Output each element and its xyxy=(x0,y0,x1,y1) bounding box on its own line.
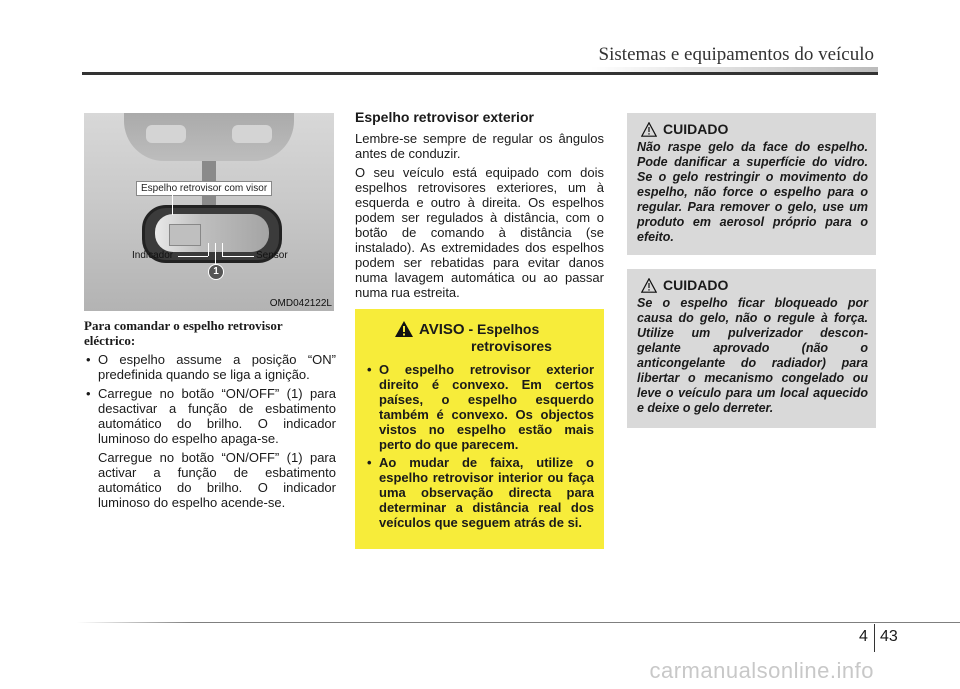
section-heading: Espelho retrovisor exterior xyxy=(355,109,534,125)
watermark: carmanualsonline.info xyxy=(649,658,874,683)
warning-item: • Ao mudar de faixa, utilize o espelho retrovisor interior ou faça uma observação directa para determinar a distância real dos veículos que seguem atrás de si. xyxy=(365,455,594,530)
console-lamp-left xyxy=(146,125,186,143)
page-number: 43 xyxy=(880,628,898,645)
sensor-leader xyxy=(222,256,254,257)
figure-code: OMD042122L xyxy=(269,298,332,309)
callout-number-1: 1 xyxy=(208,264,224,280)
warning-box xyxy=(355,309,604,549)
mirror-glass xyxy=(155,214,269,252)
bullet-item: • Carregue no botão “ON/OFF” (1) para desactivar a função de esbatimento automático do brilho. O indicador luminoso do espelho apaga-se. xyxy=(84,386,336,446)
overhead-console xyxy=(124,113,294,161)
caution-text: Se o espelho ficar bloqueado por causa do gelo, não o regule à força. Utilize um pulverizador descon-gelante aprovado (não o anticongelante do radiador) para libertar o mecanismo congelado ou leve o veículo para um local aquecido e deixe o gelo derreter. xyxy=(637,296,868,415)
sensor-leader-vertical xyxy=(222,243,223,256)
warning-heading xyxy=(365,321,594,354)
footer-rule xyxy=(0,622,960,623)
subsection-title: Para comandar o espelho retrovisor eléctrico: xyxy=(84,318,283,348)
paragraph: O seu veículo está equipado com dois espelhos retrovisores exteriores, um à esquerda e outro à direita. Os espelhos podem ser regulados à distância, com o botão de comando à distância (se instalado). As extremidades dos espelhos podem ser rebatidas para evitar danos numa lavagem automática ou ao passar numa rua estreita. xyxy=(355,165,604,300)
warning-list xyxy=(365,362,594,530)
warning-title-line2: retrovisores xyxy=(471,338,552,354)
warning-item: • O espelho retrovisor exterior direito é convexo. Em certos países, o espelho esquerdo também é convexo. Os objectos vistos no espelho estão mais perto do que parecem. xyxy=(365,362,594,452)
page-header-title: Sistemas e equipamentos do veículo xyxy=(598,44,874,65)
caution-triangle-icon xyxy=(641,278,657,293)
bullet-continuation: Carregue no botão “ON/OFF” (1) para activar a função de esbatimento automático do brilho. O indicador luminoso do espelho acende-se. xyxy=(98,450,336,510)
page-number-divider xyxy=(874,624,875,652)
caution-title: CUIDADO xyxy=(663,277,729,293)
warning-title-word: AVISO xyxy=(419,321,465,338)
middle-column xyxy=(355,110,604,304)
indicator-leader xyxy=(178,256,208,257)
console-lamp-right xyxy=(232,125,272,143)
warning-title xyxy=(419,321,552,354)
warning-triangle-icon xyxy=(395,321,413,337)
label-sensor: Sensor xyxy=(256,250,288,261)
caution-triangle-icon xyxy=(641,122,657,137)
indicator-leader-vertical xyxy=(208,243,209,256)
header-rule xyxy=(82,72,878,75)
callout-leader xyxy=(172,195,173,215)
mirror-visor-area xyxy=(169,224,201,246)
chapter-number: 4 xyxy=(859,628,868,645)
warning-title-rest: - Espelhos xyxy=(468,321,540,337)
callout-mirror-visor: Espelho retrovisor com visor xyxy=(136,181,272,196)
label-indicator: Indicador xyxy=(132,250,174,261)
caution-title: CUIDADO xyxy=(663,121,729,137)
caution-box-2 xyxy=(627,269,876,428)
caution-text: Não raspe gelo da face do espelho. Pode danificar a superfície do vidro. Se o gelo restringir o movimento do espelho, não force o espelho para o regular. Para remover o gelo, use um produto em aerosol próprio para o efeito. xyxy=(637,140,868,244)
button-leader xyxy=(215,243,216,265)
caution-heading xyxy=(637,277,868,293)
paragraph: Lembre-se sempre de regular os ângulos antes de conduzir. xyxy=(355,131,604,161)
left-column xyxy=(84,318,336,510)
caution-box-1 xyxy=(627,113,876,255)
bullet-item: • O espelho assume a posição “ON” predefinida quando se liga a ignição. xyxy=(84,352,336,382)
mirror-photo xyxy=(84,113,334,311)
caution-heading xyxy=(637,121,868,137)
